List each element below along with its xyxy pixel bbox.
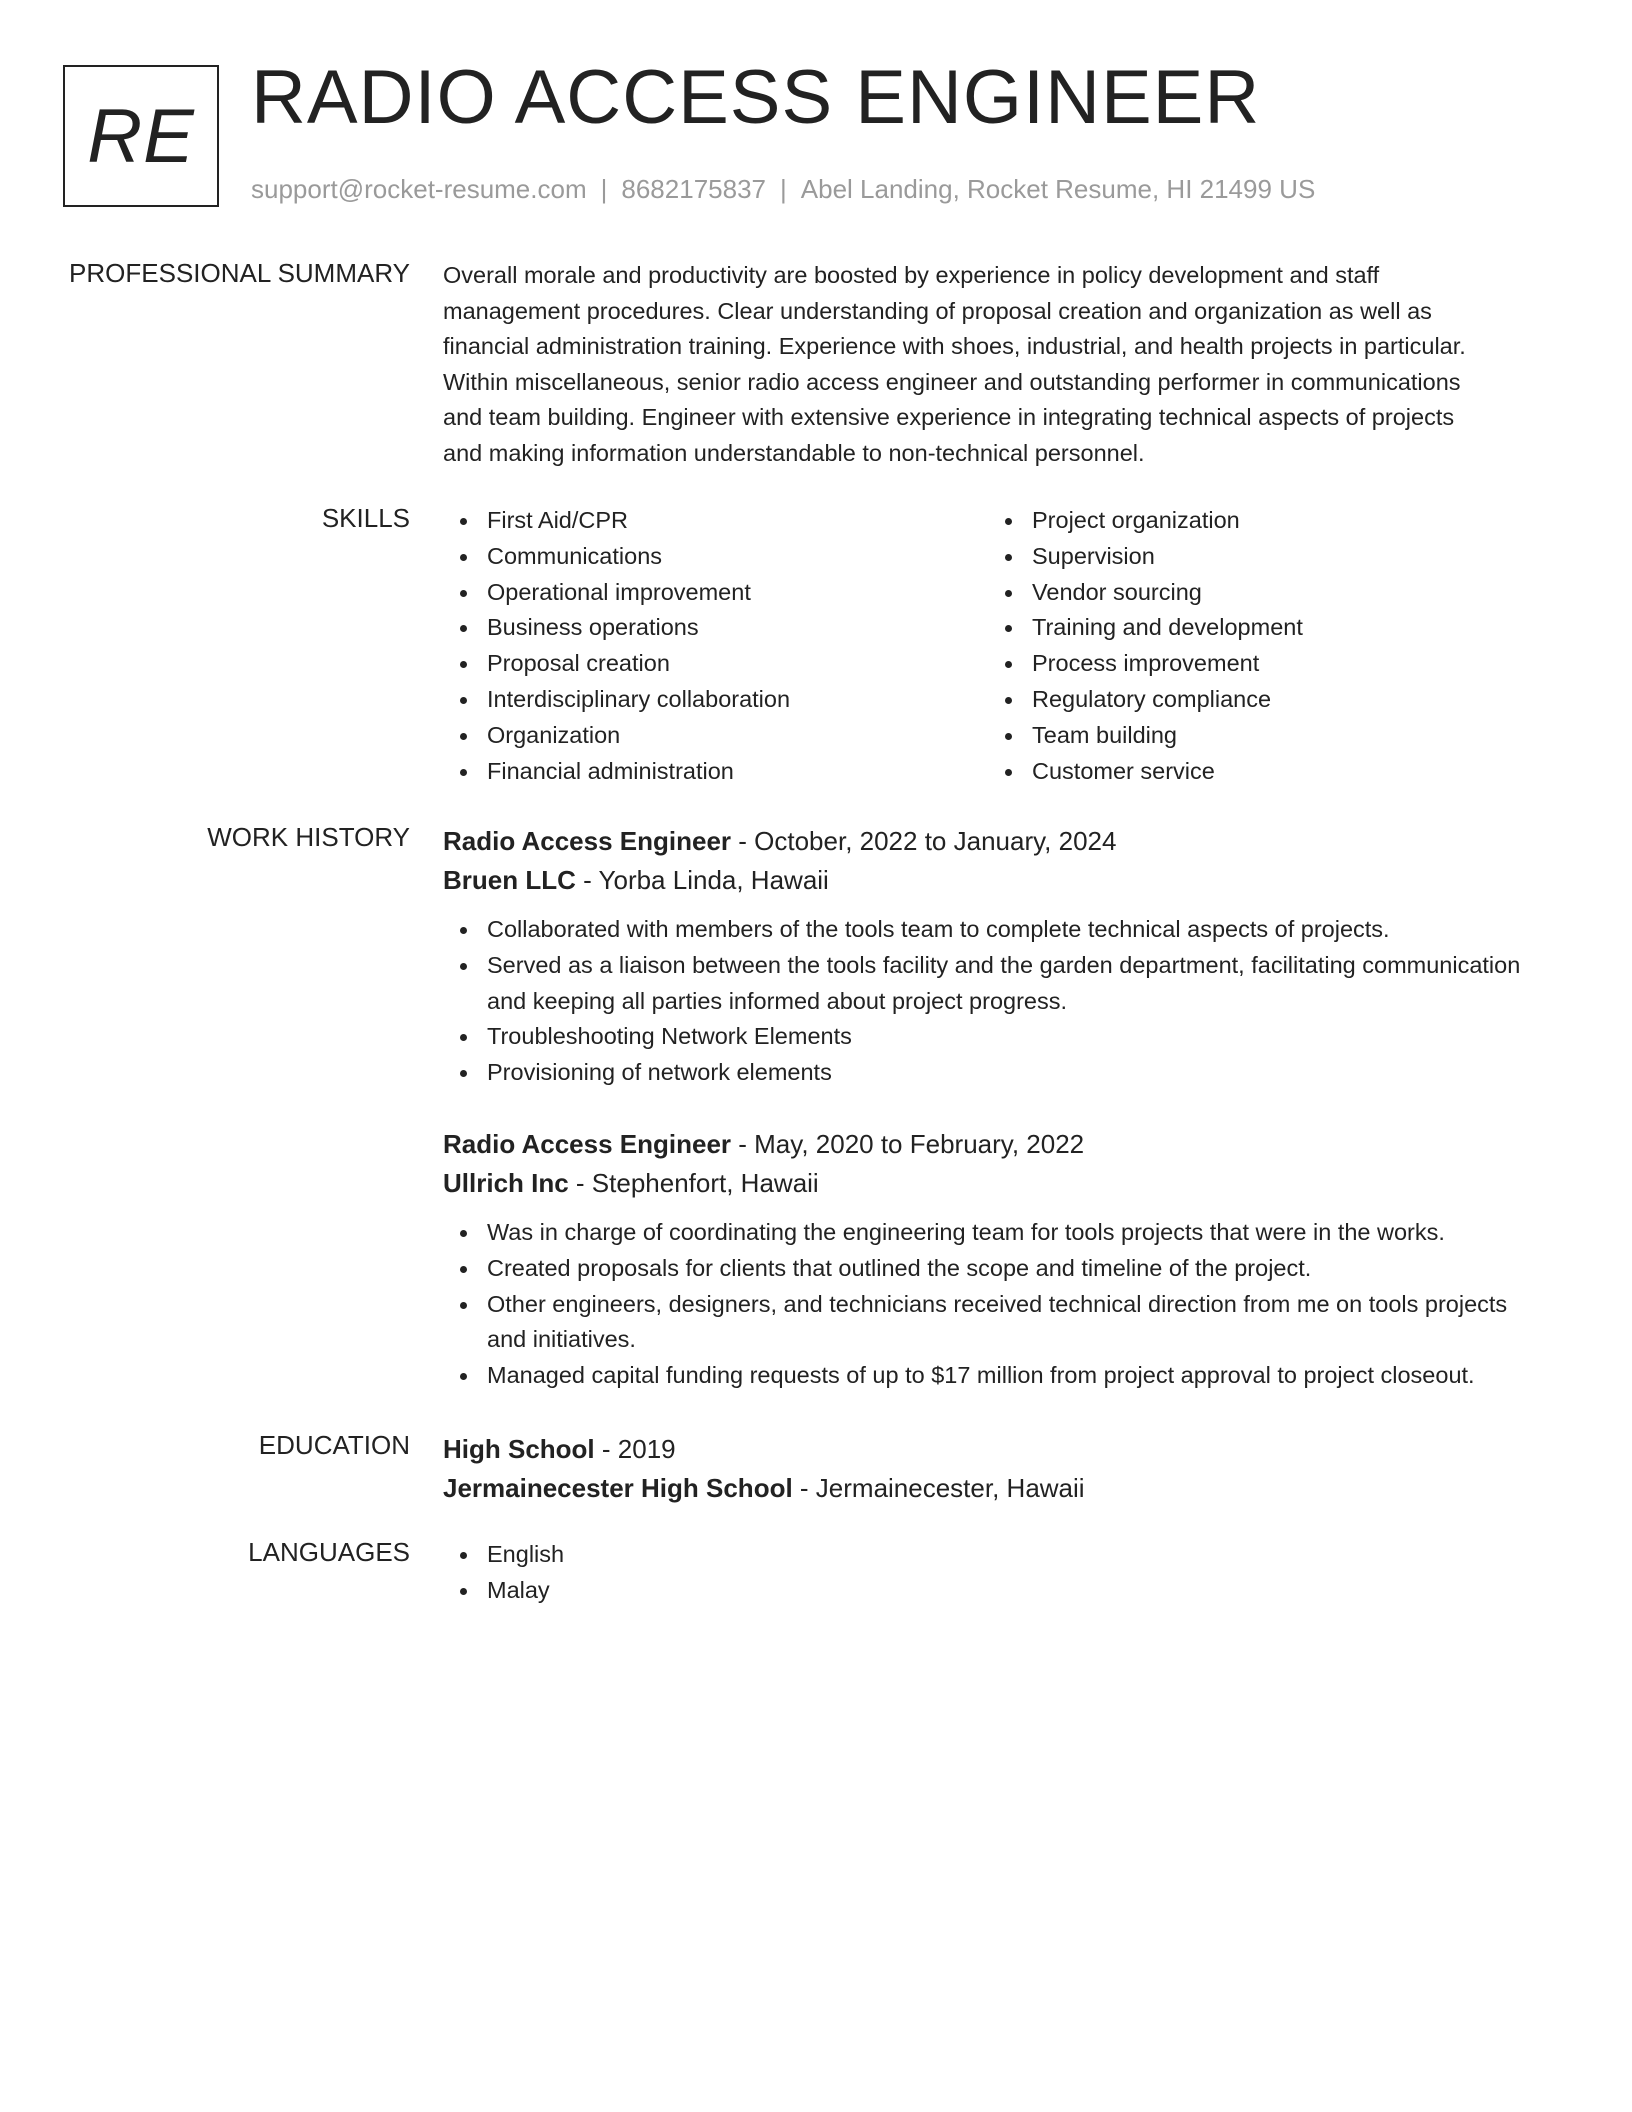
skill-item: Business operations: [443, 610, 988, 646]
contact-email[interactable]: support@rocket-resume.com: [251, 174, 587, 204]
job-duty: Troubleshooting Network Elements: [443, 1019, 1543, 1055]
summary-line: Overall morale and productivity are boosted by experience in policy development and staff: [443, 262, 1380, 288]
job-company-line: [443, 861, 1543, 900]
skill-item: Financial administration: [443, 754, 988, 790]
job-entry: [443, 1125, 1543, 1394]
education-school: Jermainecester High School: [443, 1473, 793, 1503]
skill-item: Organization: [443, 718, 988, 754]
job-company-line: [443, 1164, 1543, 1203]
summary-line: and making information understandable to non-technical personnel.: [443, 439, 1145, 466]
contact-line: [251, 174, 1315, 205]
skill-item: Training and development: [988, 610, 1533, 646]
language-item: English: [443, 1537, 1543, 1573]
summary-line: and team building. Engineer with extensive experience in integrating technical aspects of projects: [443, 404, 1455, 430]
job-dates: - May, 2020 to February, 2022: [731, 1128, 1085, 1159]
language-item: Malay: [443, 1573, 1543, 1609]
monogram-initials: RE: [87, 93, 195, 179]
job-duties-list: [443, 912, 1543, 1091]
languages-list: [443, 1537, 1543, 1609]
skill-item: Regulatory compliance: [988, 682, 1533, 718]
skills-list-right: [988, 503, 1533, 789]
skill-item: Team building: [988, 718, 1533, 754]
summary-line: financial administration training. Experience with shoes, industrial, and health projects in particular.: [443, 333, 1466, 359]
job-duty: Other engineers, designers, and technicians received technical direction from me on tools projects and initiatives.: [443, 1287, 1543, 1359]
work-history-body: [443, 822, 1543, 1394]
monogram-badge: [63, 65, 219, 207]
contact-address: Abel Landing, Rocket Resume, HI 21499 US: [800, 174, 1316, 204]
job-duty: Created proposals for clients that outlined the scope and timeline of the project.: [443, 1251, 1543, 1287]
job-entry: [443, 822, 1543, 1091]
section-heading-skills: SKILLS: [321, 503, 410, 533]
education-body: [443, 1430, 1543, 1508]
contact-separator: |: [780, 174, 787, 204]
job-duty: Provisioning of network elements: [443, 1055, 1543, 1091]
skill-item: Communications: [443, 539, 988, 575]
contact-phone[interactable]: 8682175837: [621, 174, 766, 204]
job-company: Ullrich Inc: [443, 1167, 569, 1198]
job-title: Radio Access Engineer: [443, 1128, 732, 1159]
job-title-line: [443, 1125, 1543, 1164]
resume-title: RADIO ACCESS ENGINEER: [251, 55, 1261, 140]
section-heading-education: EDUCATION: [258, 1430, 410, 1460]
section-heading-summary: PROFESSIONAL SUMMARY: [69, 258, 410, 288]
job-company: Bruen LLC: [443, 865, 576, 895]
skill-item: Interdisciplinary collaboration: [443, 682, 988, 718]
job-dates: - October, 2022 to January, 2024: [731, 826, 1117, 856]
summary-body: [443, 258, 1543, 471]
job-duty: Managed capital funding requests of up to $17 million from project approval to project closeout.: [443, 1358, 1543, 1394]
education-year: - 2019: [594, 1434, 676, 1464]
skill-item: First Aid/CPR: [443, 503, 988, 539]
education-degree: High School: [443, 1434, 595, 1464]
education-school-line: [443, 1469, 1543, 1508]
job-location: - Stephenfort, Hawaii: [568, 1167, 819, 1198]
job-duties-list: [443, 1215, 1543, 1394]
summary-line: management procedures. Clear understanding of proposal creation and organization as well as: [443, 297, 1432, 324]
job-title-line: [443, 822, 1543, 861]
job-duty: Served as a liaison between the tools facility and the garden department, facilitating communication and keeping all parties informed about project progress.: [443, 948, 1543, 1020]
education-degree-line: [443, 1430, 1543, 1469]
job-location: - Yorba Linda, Hawaii: [575, 865, 829, 895]
skill-item: Operational improvement: [443, 575, 988, 611]
skills-list-left: [443, 503, 988, 789]
contact-separator: |: [600, 174, 608, 204]
skills-body: [443, 503, 1543, 789]
section-heading-work-history: WORK HISTORY: [207, 822, 410, 852]
skill-item: Supervision: [988, 539, 1533, 575]
languages-body: [443, 1537, 1543, 1609]
skill-item: Process improvement: [988, 646, 1533, 682]
skill-item: Project organization: [988, 503, 1533, 539]
skill-item: Customer service: [988, 754, 1533, 790]
section-heading-languages: LANGUAGES: [248, 1537, 410, 1567]
summary-line: Within miscellaneous, senior radio access engineer and outstanding performer in communications: [443, 368, 1461, 395]
job-title: Radio Access Engineer: [443, 826, 732, 856]
skill-item: Vendor sourcing: [988, 575, 1533, 611]
job-duty: Was in charge of coordinating the engineering team for tools projects that were in the works.: [443, 1215, 1543, 1251]
job-duty: Collaborated with members of the tools team to complete technical aspects of projects.: [443, 912, 1543, 948]
education-location: - Jermainecester, Hawaii: [792, 1473, 1085, 1503]
skill-item: Proposal creation: [443, 646, 988, 682]
